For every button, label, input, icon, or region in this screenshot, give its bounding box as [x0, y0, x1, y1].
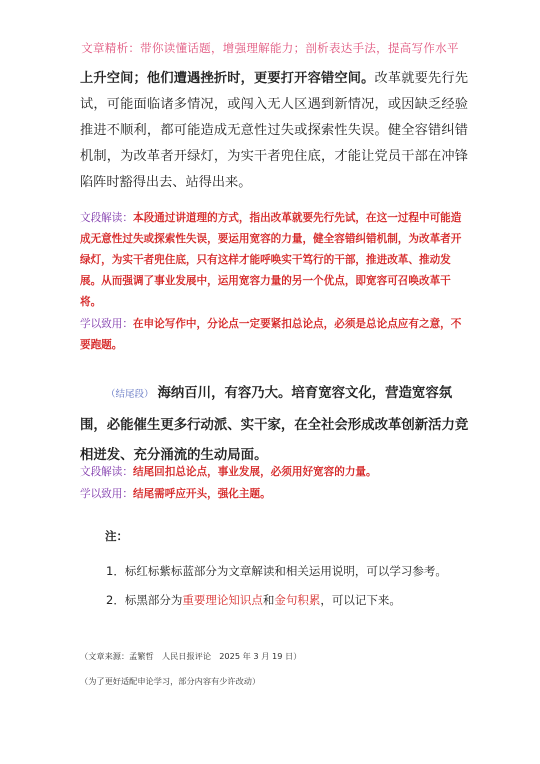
analysis-block	[80, 208, 470, 313]
body-paragraph	[80, 66, 468, 196]
source-note: （为了更好适配申论学习，部分内容有少许改动）	[80, 676, 261, 686]
note-item-2-prefix: 2．标黑部分为	[106, 593, 183, 607]
note-item-2-highlight-2: 金句积累	[274, 593, 321, 607]
application-label: 学以致用：	[80, 318, 133, 330]
notes-title: 注：	[105, 529, 128, 543]
note-item-2-highlight-1: 重要理论知识点	[182, 593, 263, 607]
analysis-block-2	[80, 462, 470, 483]
closing-paragraph	[80, 378, 472, 470]
application-block	[80, 314, 470, 356]
closing-tag: （结尾段）	[106, 389, 154, 400]
note-item-2-mid: 和	[262, 593, 275, 607]
analysis-text-2: 结尾回扣总论点，事业发展，必须用好宽容的力量。	[132, 466, 377, 478]
analysis-label: 文段解读：	[80, 212, 133, 224]
paragraph-text: 改革就要先行先试，可能面临诸多情况，或闯入无人区遇到新情况，或因缺乏经验推进不顺利，都可能造成无意性过失或探索性失误。健全容错纠错机制，为改革者开绿灯，为实干者兜住底，才能让党员干部在冲锋陷阵时豁得出去、站得出来。	[80, 71, 469, 190]
paragraph-bold-lead: 上升空间；他们遭遇挫折时，更要打开容错空间。	[80, 71, 375, 86]
application-text: 在申论写作中，分论点一定要紧扣总论点，必须是总论点应有之意，不要跑题。	[80, 318, 462, 351]
closing-text: 海纳百川，有容乃大。培育宽容文化，营造宽容氛围，必能催生更多行动派、实干家，在全社会形成改革创新活力竞相迸发、充分涌流的生动局面。	[80, 385, 469, 463]
application-block-2	[80, 484, 470, 505]
analysis-label-2: 文段解读：	[80, 466, 133, 478]
analysis-text: 本段通过讲道理的方式，指出改革就要先行先试，在这一过程中可能造成无意性过失或探索性失误，要运用宽容的力量，健全容错纠错机制，为改革者开绿灯，为实干者兜住底，只有这样才能呼唤实干笃行的干部，推进改革、推动发展。从而强调了事业发展中，运用宽容力量的另一个优点，即宽容可召唤改革干将。	[80, 212, 462, 308]
note-item-1: 1．标红标紫标蓝部分为文章解读和相关运用说明，可以学习参考。	[106, 564, 447, 578]
note-item-2	[106, 592, 401, 608]
application-text-2: 结尾需呼应开头，强化主题。	[132, 488, 271, 500]
application-label-2: 学以致用：	[80, 488, 133, 500]
note-item-2-suffix: ，可以记下来。	[320, 593, 401, 607]
page-header-banner: 文章精析：带你读懂话题，增强理解能力；剖析表达手法，提高写作水平	[81, 41, 459, 55]
source-line: （文章来源：孟繁哲 人民日报评论 2025 年 3 月 19 日）	[80, 651, 302, 661]
